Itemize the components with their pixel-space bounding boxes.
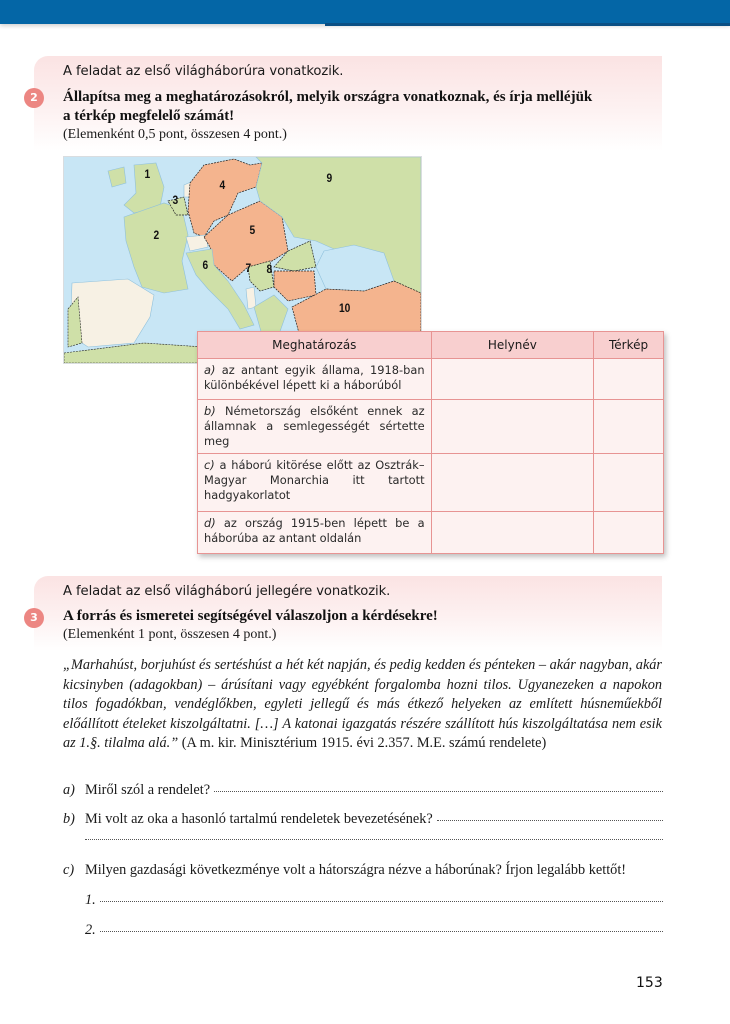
question-c-text: Milyen gazdasági következménye volt a hátországra nézve a háborúnak? Írjon legalább kettőt! <box>85 862 627 878</box>
map-label-1: 1 <box>144 167 151 181</box>
region-albania <box>246 287 256 309</box>
table-row <box>198 454 664 512</box>
task-2-instruction-line2: a térkép megfelelő számát! <box>63 108 235 124</box>
question-c <box>63 862 663 879</box>
map-number-answer-cell[interactable] <box>594 400 664 454</box>
task-2-number-badge: 2 <box>24 88 44 108</box>
answer-a-line[interactable] <box>214 790 663 792</box>
answer-c-2 <box>85 922 663 939</box>
map-label-10: 10 <box>339 301 351 315</box>
task-2-intro: A feladat az első világháborúra vonatkozik. <box>63 64 344 79</box>
map-label-4: 4 <box>219 178 226 192</box>
quote-source: (A m. kir. Minisztérium 1915. évi 2.357. M.E. számú rendelete) <box>178 735 547 751</box>
quote-text: „Marhahúst, borjuhúst és sertéshúst a hét két napján, és pedig kedden és pénteken – akár nagyban, akár kicsinyben (adagokban) – árúsítani vagy egyébként forgalomba hozni tilos. Ugyanezeken a napokon tilos fogadókban, vendéglőkben, egyleti jellegű és más étkező helyeken az említett húsneműekből előállított ételeket kiszolgáltatni. […] A katonai igazgatás részére szállított hús kiszolgáltatása nem esik az 1.§. tilalma alá.” <box>63 657 662 751</box>
header-band <box>0 0 730 24</box>
table-row <box>198 359 664 400</box>
definition-text: Németország elsőként ennek az államnak a semlegességét sértette meg <box>204 404 425 448</box>
place-name-answer-cell[interactable] <box>431 512 594 554</box>
table-header-row <box>198 332 664 359</box>
page-number: 153 <box>636 975 663 991</box>
definition-text: az ország 1915-ben lépett be a háborúba az antant oldalán <box>204 516 425 545</box>
answer-c-2-line[interactable] <box>100 930 663 932</box>
place-name-answer-cell[interactable] <box>431 454 594 512</box>
row-label: a) <box>204 363 216 377</box>
definition-text: az antant egyik állama, 1918-ban különbékével lépett ki a háborúból <box>204 363 425 392</box>
row-label: d) <box>204 516 216 530</box>
question-b-label: b) <box>63 811 75 827</box>
task-3-points: (Elemenként 1 pont, összesen 4 pont.) <box>63 627 277 642</box>
question-a-label: a) <box>63 782 75 798</box>
map-label-9: 9 <box>326 171 333 185</box>
place-name-answer-cell[interactable] <box>431 400 594 454</box>
answer-c-1 <box>85 892 663 909</box>
map-number-answer-cell[interactable] <box>594 359 664 400</box>
answer-c-1-label: 1. <box>85 892 96 908</box>
map-label-8: 8 <box>266 262 273 276</box>
table-row <box>198 400 664 454</box>
map-number-answer-cell[interactable] <box>594 512 664 554</box>
question-b-text: Mi volt az oka a hasonló tartalmú rendeletek bevezetésének? <box>85 811 433 827</box>
definition-text: a háború kitörése előtt az Osztrák–Magyar Monarchia itt tartott hadgyakorlatot <box>204 458 425 502</box>
place-name-answer-cell[interactable] <box>431 359 594 400</box>
question-a <box>63 782 663 799</box>
table-row <box>198 512 664 554</box>
answer-b-line-2[interactable] <box>85 838 663 840</box>
map-label-3: 3 <box>172 193 179 207</box>
answer-b-continued <box>85 840 663 842</box>
column-header-definition: Meghatározás <box>198 332 432 359</box>
definition-cell <box>198 400 432 454</box>
column-header-place-name: Helynév <box>431 332 594 359</box>
map-label-5: 5 <box>249 223 256 237</box>
header-band-edge <box>325 23 730 26</box>
source-quote <box>63 656 662 754</box>
map-number-answer-cell[interactable] <box>594 454 664 512</box>
answer-b-line[interactable] <box>437 819 663 821</box>
definition-cell <box>198 359 432 400</box>
row-label: b) <box>204 404 216 418</box>
answer-c-2-label: 2. <box>85 922 96 938</box>
map-label-7: 7 <box>245 261 252 275</box>
task-3-intro: A feladat az első világháború jellegére vonatkozik. <box>63 584 391 599</box>
task-3-instruction: A forrás és ismeretei segítségével válaszoljon a kérdésekre! <box>63 608 438 624</box>
task-2-instruction-line1: Állapítsa meg a meghatározásokról, melyik országra vonatkoznak, és írja melléjük <box>63 89 593 105</box>
answer-c-1-line[interactable] <box>100 900 663 902</box>
question-b <box>63 811 663 828</box>
map-label-2: 2 <box>153 228 160 242</box>
task-2-points: (Elemenként 0,5 pont, összesen 4 pont.) <box>63 127 287 142</box>
definition-cell <box>198 512 432 554</box>
question-c-label: c) <box>63 862 75 878</box>
definitions-table <box>197 331 664 554</box>
row-label: c) <box>204 458 215 472</box>
task-3-number-badge: 3 <box>24 608 44 628</box>
definition-cell <box>198 454 432 512</box>
map-label-6: 6 <box>202 258 209 272</box>
question-a-text: Miről szól a rendelet? <box>85 782 211 798</box>
column-header-map-number: Térkép <box>594 332 664 359</box>
